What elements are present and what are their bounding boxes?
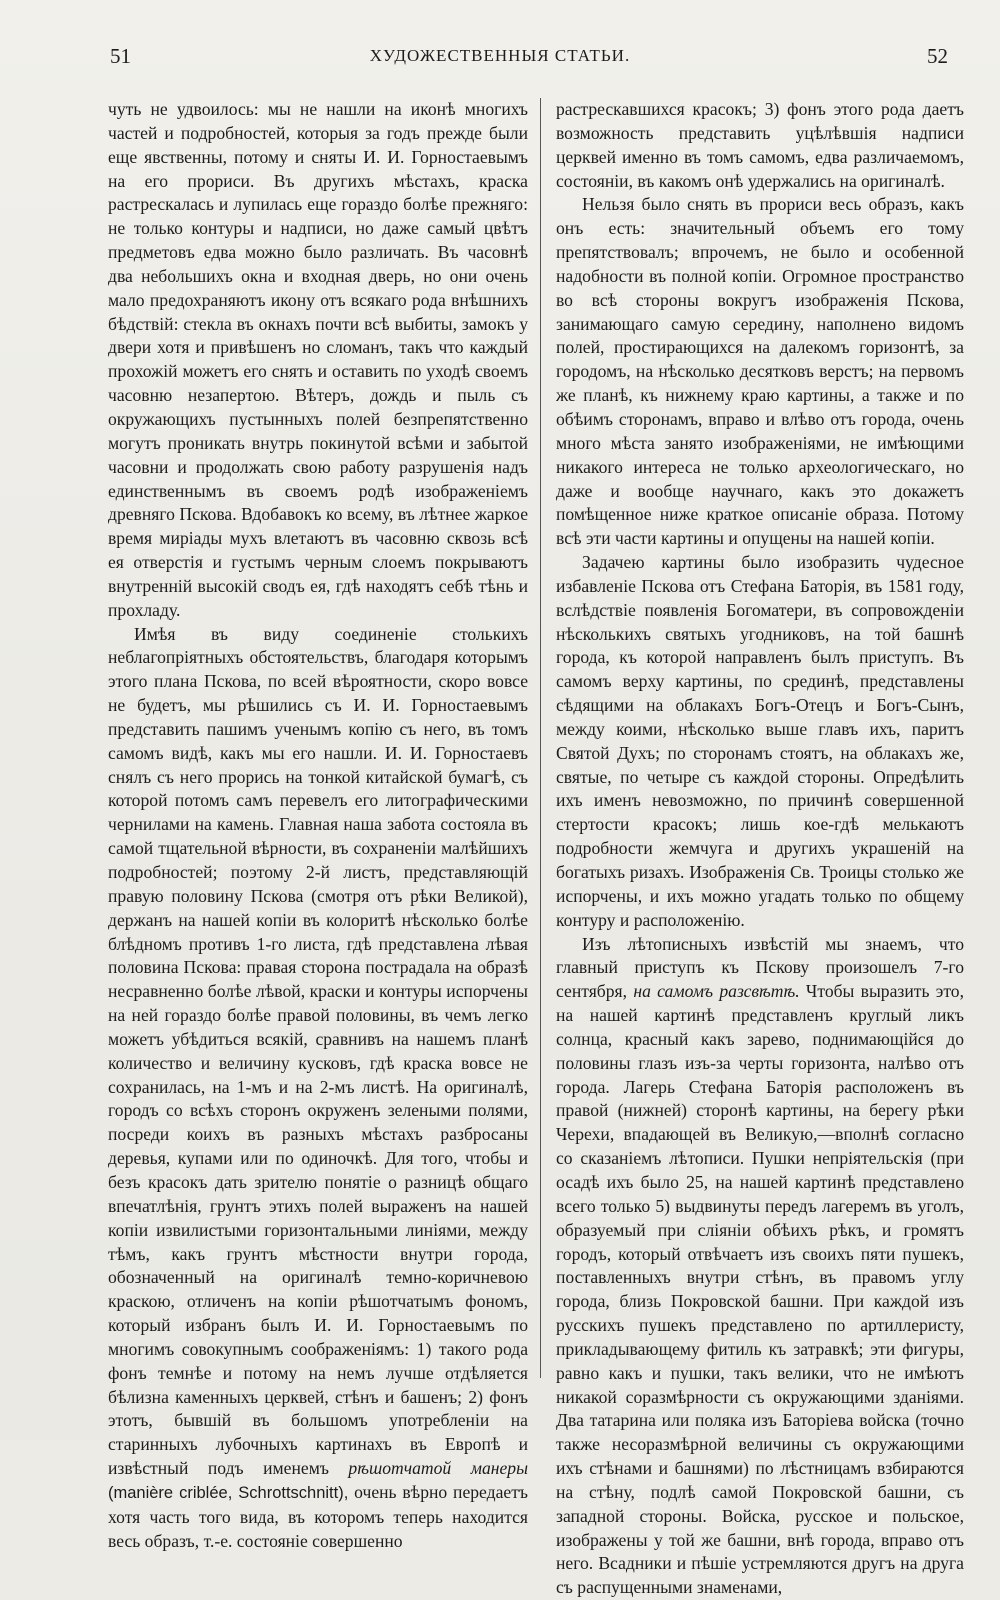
left-column bbox=[108, 98, 528, 1551]
right-paragraph-4-text-b: Чтобы выразить это, на нашей картинѣ представленъ круглый ликъ солнца, красный какъ зарево, поднимающійся до половины глазъ изъ-за черты горизонта, налѣво отъ города. Лагерь Стефана Баторія расположенъ въ правой (нижней) сторонѣ картины, на берегу рѣки Черехи, впадающей въ Великую,—вполнѣ согласно со сказаніемъ лѣтописи. Пушки непріятельскія (при осадѣ ихъ было 25, на нашей картинѣ представлено всего только 5) выдвинуты передъ лагеремъ въ уголъ, образуемый при сліяніи обѣихъ рѣкъ, и громятъ городъ, который отвѣчаетъ изъ своихъ пяти пушекъ, поставленныхъ внутри стѣнъ, въ правомъ углу города, близь Покровской башни. При каждой изъ русскихъ пушекъ представлено по артиллеристу, прикладывающему фитиль къ затравкѣ; эти фигуры, равно какъ и пушки, такъ велики, что не имѣютъ никакой соразмѣрности съ окружающими зданіями. Два татарина или поляка изъ Баторіева войска (точно также несоразмѣрной величины съ окружающими ихъ стѣнами и башнями) по лѣстницамъ взбираются на стѣну, подлѣ самой Покровской башни, съ западной стороны. Войска, русское и польское, изображены у той же башни, внѣ города, вправо отъ него. Всадники и пѣшіе устремляются другъ на друга съ распущенными знаменами, bbox=[556, 981, 965, 1598]
left-paragraph-2-text-b: очень вѣрно передаетъ хотя часть того вида, въ которомъ теперь находится весь образъ, т.-е. состояніе совершенно bbox=[108, 1481, 528, 1551]
left-paragraph-1: чуть не удвоилось: мы не нашли на иконѣ многихъ частей и подробностей, которыя за годъ прежде были еще явственны, потому и сняты И. И. Горностаевымъ на его прориси. Въ другихъ мѣстахъ, краска растрескалась и лупилась еще гораздо болѣе прежняго: не только контуры и надписи, но даже самый цвѣтъ предметовъ едва можно было различать. Въ часовнѣ два небольшихъ окна и входная дверь, но они очень мало предохраняютъ икону отъ всякаго рода внѣшнихъ бѣдствій: стекла въ окнахъ почти всѣ выбиты, замокъ у двери хотя и привѣшенъ но сломанъ, такъ что каждый прохожій можетъ его снять и оставить по уходѣ своемъ часовню незапертою. Вѣтеръ, дождь и пыль съ окружающихъ пустынныхъ полей безпрепятственно могутъ проникать внутрь покинутой всѣми и забытой часовни и продолжать свою работу разрушенія надъ единственнымъ въ своемъ родѣ изображеніемъ древняго Пскова. Вдобавокъ ко всему, въ лѣтнее жаркое время миріады мухъ влетаютъ въ часовню сквозь всѣ ея отверстія и густымъ черным слоемъ покрываютъ внутренній высокій сводъ ея, гдѣ находятъ себѣ тѣнь и прохладу. bbox=[108, 99, 528, 620]
right-paragraph-4-text-a: Изъ лѣтописныхъ извѣстій мы знаемъ, что главный приступъ къ Пскову произошелъ 7-го сентября, bbox=[556, 933, 964, 1002]
running-header bbox=[0, 38, 1000, 78]
left-paragraph-2 bbox=[108, 623, 528, 1554]
column-divider bbox=[540, 98, 541, 1378]
right-paragraph-1: растрескавшихся красокъ; 3) фонъ этого рода даетъ возможность представить уцѣлѣвшія надписи церквей именно въ томъ самомъ, едва различаемомъ, состояніи, въ какомъ онѣ удержались на оригиналѣ. bbox=[556, 99, 964, 191]
right-paragraph-3: Задачею картины было изобразить чудесное избавленіе Пскова отъ Стефана Баторія, въ 1581 году, вслѣдствіе появленія Богоматери, въ сопровожденіи нѣсколькихъ святыхъ угодниковъ, на той башнѣ города, къ которой направленъ былъ приступъ. Въ самомъ верху картины, по срединѣ, представлены сѣдящими на облакахъ Богъ-Отецъ и Богъ-Сынъ, между коими, нѣсколько выше главъ ихъ, паритъ Святой Духъ; по сторонамъ стоятъ, на облакахъ же, святые, по четыре съ каждой стороны. Опредѣлить ихъ именъ невозможно, по причинѣ совершенной стертости красокъ; лишь кое-гдѣ мелькаютъ подробности жемчуга и другихъ украшеній на богатыхъ ризахъ. Изображенія Св. Троицы столько же испорчены, и ихъ можно угадать только по общему контуру и расположенію. bbox=[556, 552, 964, 930]
left-paragraph-2-text-a: Имѣя въ виду соединеніе столькихъ неблагопріятныхъ обстоятельствъ, благодаря которымъ этого плана Пскова, по всей вѣроятности, скоро вовсе не будетъ, мы рѣшились съ И. И. Горностаевымъ представить пашимъ ученымъ копію съ него, въ томъ самомъ видѣ, какъ мы его нашли. И. И. Горностаевъ снялъ съ него прорись на тонкой китайской бумагѣ, съ которой потомъ самъ перевелъ его литографическими чернилами на камень. Главная наша забота состояла въ самой тщательной вѣрности, въ сохраненіи малѣйшихъ подробностей; поэтому 2-й листъ, представляющій правую половину Пскова (смотря отъ рѣки Великой), держанъ на нашей копіи въ колоритѣ нѣсколько болѣе блѣдномъ противъ 1-го листа, гдѣ представлена лѣвая половина Пскова: правая сторона пострадала на образѣ несравненно болѣе лѣвой, краски и контуры испорчены на ней гораздо болѣе правой половины, въ чемъ легко можетъ убѣдиться всякій, сравнивъ на нашемъ планѣ количество и величину кусковъ, гдѣ краска вовсе не сохранилась, на 1-мъ и на 2-мъ листѣ. На оригиналѣ, городъ со всѣхъ сторонъ окруженъ зелеными полями, посреди коихъ въ разныхъ мѣстахъ разбросаны деревья, купами или по одиночкѣ. Для того, чтобы и безъ красокъ дать зрителю понятіе о разницѣ общаго впечатлѣнія, грунтъ этихъ полей выраженъ на нашей копіи извилистыми горизонтальными линіями, между тѣмъ, какъ грунтъ мѣстности внутри города, обозначенный на оригиналѣ темно-коричневою краскою, отличенъ на копіи рѣшотчатымъ фономъ, который избранъ былъ И. И. Горностаевымъ по многимъ совокупнымъ соображеніямъ: 1) такого рода фонъ темнѣе и потому на немъ лучше отдѣляется бѣлизна каменныхъ церквей, стѣнъ и башенъ; 2) фонъ этотъ, бывшій въ большомъ употребленіи на старинныхъ лубочныхъ картинахъ въ Европѣ и извѣстный подъ именемъ bbox=[108, 623, 528, 1479]
page-number-right: 52 bbox=[927, 44, 948, 68]
running-title: ХУДОЖЕСТВЕННЫЯ СТАТЬИ. bbox=[369, 46, 631, 65]
page-number-left: 51 bbox=[110, 44, 131, 68]
right-paragraph-2: Нельзя было снять въ прориси весь образъ, какъ онъ есть: значительный объемъ его тому препятствовалъ; впрочемъ, не было и особенной надобности въ полной копіи. Огромное пространство во всѣ стороны вокругъ изображенія Пскова, занимающаго самую середину, наполнено видомъ полей, простирающихся на далекомъ горизонтѣ, за городомъ, на нѣсколько десятковъ верстъ; на первомъ же планѣ, къ нижнему краю картины, а также и по обѣимъ сторонамъ, вправо и влѣво отъ города, очень много мѣста занято изображеніями, не имѣющими никакого интереса не только археологическаго, но даже и вообще научнаго, какъ это докажетъ помѣщенное ниже краткое описаніе образа. Потому всѣ эти части картины и опущены на нашей копіи. bbox=[556, 194, 964, 549]
right-paragraph-4 bbox=[556, 933, 964, 1600]
left-paragraph-2-italic: рѣшотчатой манеры bbox=[348, 1458, 528, 1479]
left-paragraph-2-latin: (manière criblée, Schrottschnitt), bbox=[108, 1483, 349, 1502]
right-paragraph-4-italic: на самомъ разсвѣтѣ. bbox=[633, 981, 800, 1002]
right-column bbox=[556, 98, 965, 1598]
